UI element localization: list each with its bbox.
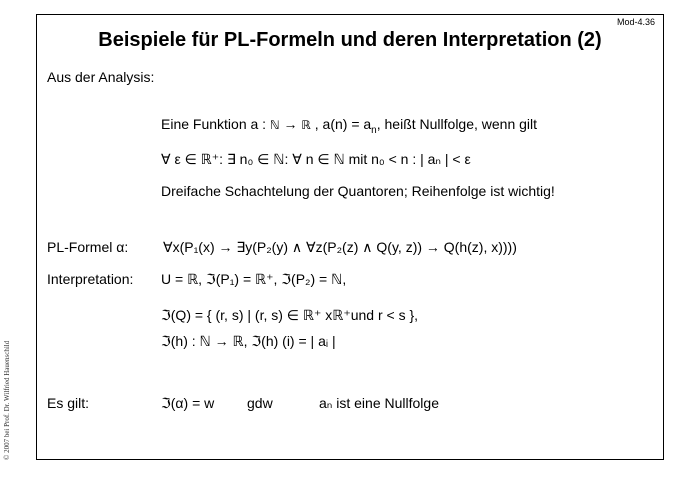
interpretation-line-2: ℑ(Q) = { (r, s) | (r, s) ∈ ℝ⁺ xℝ⁺und r < s },	[161, 307, 419, 323]
definition-part-c: , heißt Nullfolge, wenn gilt	[376, 116, 538, 132]
subscript-n: n	[371, 124, 377, 136]
section-label: Aus der Analysis:	[47, 69, 155, 85]
result-gdw: gdw	[247, 395, 273, 411]
arrow-symbol: →	[283, 116, 298, 132]
interpretation-line-3: ℑ(h) : ℕ → ℝ, ℑ(h) (i) = | aᵢ |	[161, 333, 336, 349]
result-label: Es gilt:	[47, 395, 90, 411]
result-condition: aₙ ist eine Nullfolge	[319, 395, 439, 411]
copyright-note: © 2007 bei Prof. Dr. Wilfried Hauenschild	[3, 340, 11, 460]
page-title: Beispiele für PL-Formeln und deren Interpretation (2)	[98, 29, 602, 51]
definition-line	[161, 116, 537, 136]
nesting-note: Dreifache Schachtelung der Quantoren; Reihenfolge ist wichtig!	[161, 183, 555, 199]
naturals-symbol: ℕ	[269, 118, 280, 132]
interpretation-label: Interpretation:	[47, 271, 134, 287]
interpretation-line-1: U = ℝ, ℑ(P₁) = ℝ⁺, ℑ(P₂) = ℕ,	[161, 271, 347, 287]
result-value: ℑ(α) = w	[161, 395, 215, 411]
page-id: Mod-4.36	[616, 17, 655, 27]
quantifier-formula: ∀ ε ∈ ℝ⁺: ∃ n₀ ∈ ℕ: ∀ n ∈ ℕ mit n₀ < n : | aₙ | < ε	[161, 151, 471, 167]
formula-label: PL-Formel α:	[47, 239, 129, 255]
pl-formula: ∀x(P₁(x) → ∃y(P₂(y) ∧ ∀z(P₂(z) ∧ Q(y, z)) → Q(h(z), x))))	[163, 239, 517, 255]
definition-part-a: Eine Funktion a :	[161, 116, 270, 132]
slide	[36, 14, 664, 460]
reals-symbol: ℝ	[301, 118, 311, 132]
definition-part-b: , a(n) = a	[310, 116, 372, 132]
